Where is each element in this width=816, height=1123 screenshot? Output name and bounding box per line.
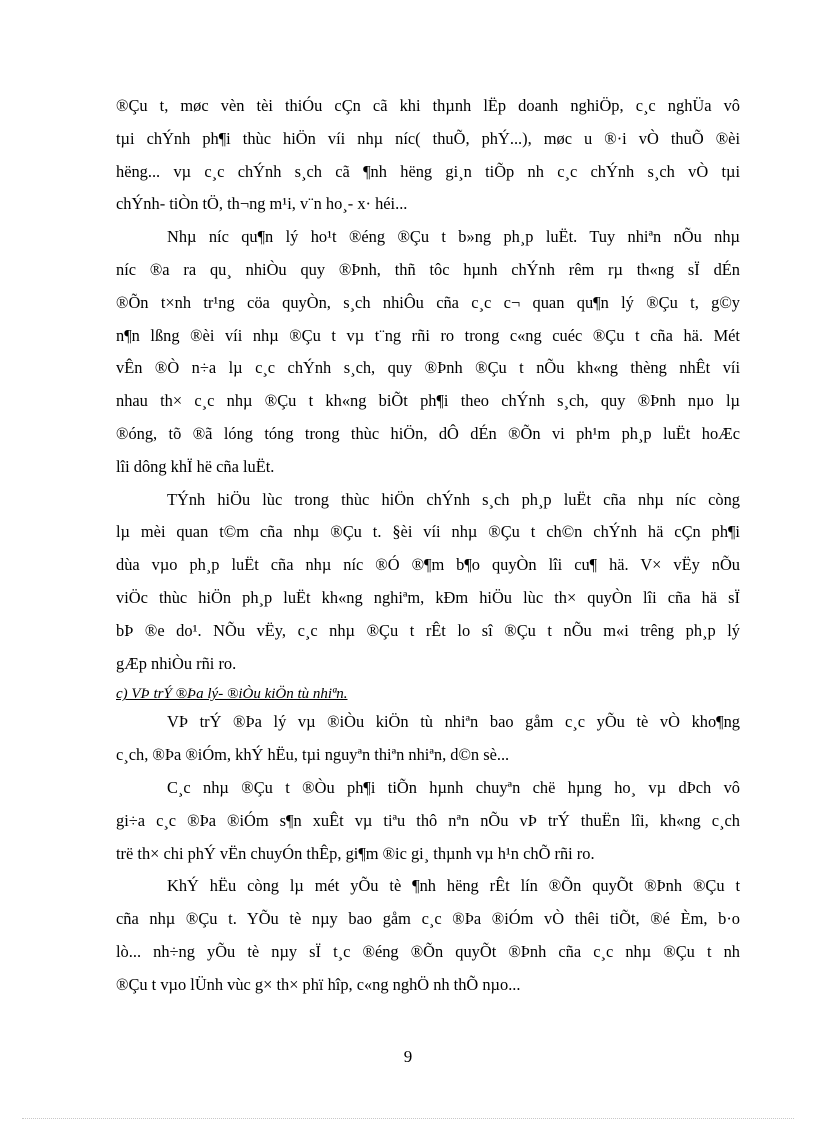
text-line: viÖc thùc hiÖn ph¸p luËt kh«ng nghiªm, kÐm hiÖu lùc th× quyÒn lîi cña hä sÏ	[116, 587, 740, 607]
text-line: ®óng, tõ ®ã lóng tóng trong thùc hiÖn, dÔ dÉn ®Õn vi ph¹m ph¸p luËt hoÆc	[116, 423, 740, 443]
text-line: bÞ ®e do¹. NÕu vËy, c¸c nhµ ®Çu t rÊt lo sî ®Çu t nÕu m«i trêng ph¸p lý	[116, 620, 740, 640]
section-heading-c	[116, 680, 740, 706]
text-line: ®Çu t, møc vèn tèi thiÓu cÇn cã khi thµnh lËp doanh nghiÖp, c¸c nghÜa vô	[116, 96, 740, 115]
page-number: 9	[403, 1047, 413, 1066]
text-line: gÆp nhiÒu rñi ro.	[116, 653, 237, 673]
text-line: TÝnh hiÖu lùc trong thùc hiÖn chÝnh s¸ch ph¸p luËt cña nhµ níc còng	[167, 489, 740, 509]
text-line: hëng... vµ c¸c chÝnh s¸ch cã ¶nh hëng gi¸n tiÕp nh c¸c chÝnh s¸ch vÒ tµi	[116, 161, 740, 181]
text-line: tµi chÝnh ph¶i thùc hiÖn víi nhµ níc( thuÕ, phÝ...), møc u ®·i vÒ thuÕ ®èi	[116, 128, 740, 148]
paragraph-1	[116, 90, 740, 221]
text-line: C¸c nhµ ®Çu t ®Òu ph¶i tiÕn hµnh chuyªn chë hµng ho¸ vµ dÞch vô	[167, 777, 740, 797]
text-line: c¸ch, ®Þa ®iÓm, khÝ hËu, tµi nguyªn thiªn nhiªn, d©n sè...	[116, 745, 510, 765]
text-line: lîi dông khÏ hë cña luËt.	[116, 456, 275, 476]
paragraph-6	[116, 870, 740, 1001]
paragraph-3	[116, 484, 740, 681]
document-body	[116, 90, 740, 1002]
paragraph-5	[116, 772, 740, 870]
text-line: cña nhµ ®Çu t. YÕu tè nµy bao gåm c¸c ®Þa ®iÓm vÒ thêi tiÕt, ®é Èm, b·o	[116, 909, 740, 929]
text-line: ®Çu t vµo lÜnh vùc g× th× phï hîp, c«ng nghÖ nh thÕ nµo...	[116, 974, 521, 994]
footer-divider	[22, 1118, 794, 1119]
paragraph-4	[116, 706, 740, 772]
text-line: níc ®a ra qu¸ nhiÒu quy ®Þnh, thñ tôc hµnh chÝnh rêm rµ th«ng sÏ dÉn	[116, 259, 740, 279]
section-heading-text: c) VÞ trÝ ®Þa lý- ®iÒu kiÖn tù nhiªn.	[116, 686, 348, 703]
text-line: n¶n lßng ®èi víi nhµ ®Çu t vµ t¨ng rñi ro trong c«ng cuéc ®Çu t cña hä. Mét	[116, 325, 740, 345]
paragraph-2	[116, 221, 740, 483]
text-line: lµ mèi quan t©m cña nhµ ®Çu t. §èi víi nhµ ®Çu t ch©n chÝnh hä cÇn ph¶i	[116, 522, 740, 542]
text-line: KhÝ hËu còng lµ mét yÕu tè ¶nh hëng rÊt lín ®Õn quyÕt ®Þnh ®Çu t	[167, 876, 740, 896]
text-line: gi÷a c¸c ®Þa ®iÓm s¶n xuÊt vµ tiªu thô nªn nÕu vÞ trÝ thuËn lîi, kh«ng c¸ch	[116, 810, 740, 830]
text-line: Nhµ níc qu¶n lý ho¹t ®éng ®Çu t b»ng ph¸p luËt. Tuy nhiªn nÕu nhµ	[167, 227, 740, 247]
text-line: VÞ trÝ ®Þa lý vµ ®iÒu kiÖn tù nhiªn bao gåm c¸c yÕu tè vÒ kho¶ng	[167, 712, 740, 732]
text-line: chÝnh- tiÒn tÖ, th¬ng m¹i, v¨n ho¸- x· héi...	[116, 194, 408, 214]
text-line: lò... nh÷ng yÕu tè nµy sÏ t¸c ®éng ®Õn quyÕt ®Þnh cña c¸c nhµ ®Çu t nh	[116, 941, 740, 961]
text-line: dùa vµo ph¸p luËt cña nhµ níc ®Ó ®¶m b¶o quyÒn lîi cu¶ hä. V× vËy nÕu	[116, 555, 740, 575]
text-line: vÊn ®Ò n÷a lµ c¸c chÝnh s¸ch, quy ®Þnh ®Çu t nÕu kh«ng thèng nhÊt víi	[116, 358, 740, 378]
text-line: trë th× chi phÝ vËn chuyÓn thÊp, gi¶m ®ic gi¸ thµnh vµ h¹n chÕ rñi ro.	[116, 843, 595, 863]
text-line: nhau th× c¸c nhµ ®Çu t kh«ng biÕt ph¶i theo chÝnh s¸ch, quy ®Þnh nµo lµ	[116, 391, 740, 411]
text-line: ®Õn t×nh tr¹ng cöa quyÒn, s¸ch nhiÔu cña c¸c c¬ quan qu¶n lý ®Çu t, g©y	[116, 292, 740, 312]
